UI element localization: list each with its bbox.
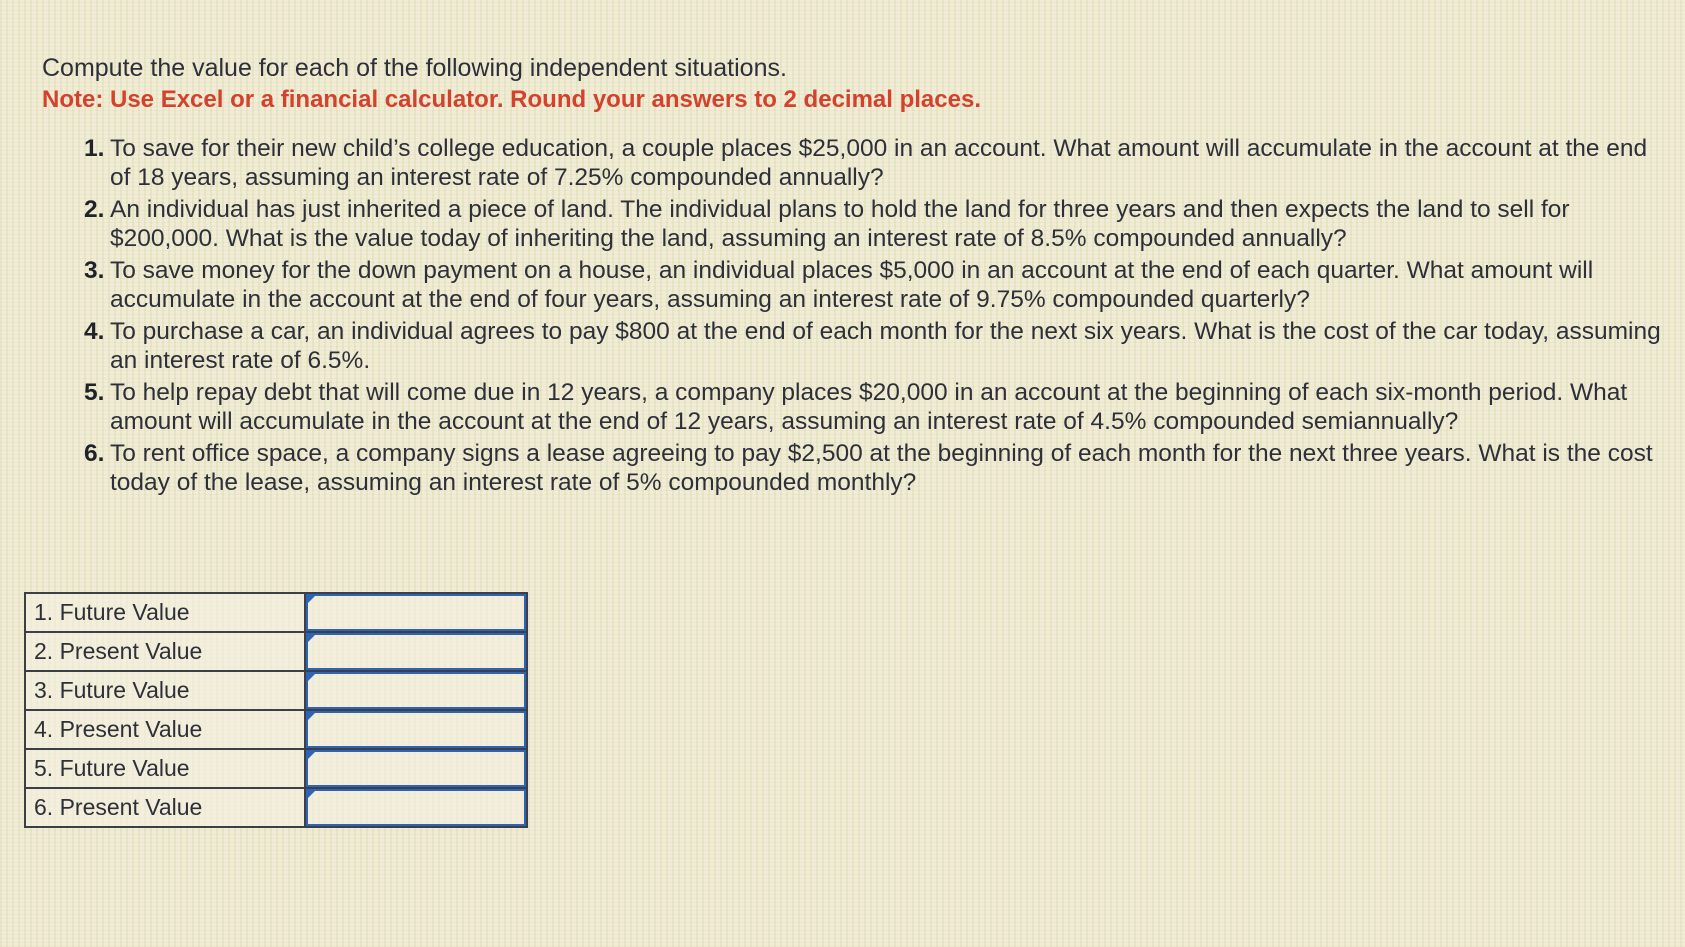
question-number: 6. (84, 440, 105, 467)
answer-row-3 (25, 671, 527, 710)
input-flag-icon (308, 713, 315, 720)
present-value-4-input[interactable] (306, 711, 526, 748)
question-text: To rent office space, a company signs a lease agreeing to pay $2,500 at the beginning of each month for the next three years. What is the cost today of the lease, assuming an interest rate of 5% compounded monthly? (110, 440, 1653, 496)
answer-label: 5. Future Value (25, 749, 305, 788)
question-item-6 (42, 439, 1662, 497)
future-value-5-input[interactable] (306, 750, 526, 787)
answer-label: 1. Future Value (25, 593, 305, 632)
question-number: 2. (84, 196, 105, 223)
answer-cell (305, 671, 527, 710)
answer-table (24, 592, 528, 828)
question-item-5 (42, 378, 1662, 436)
question-list (42, 134, 1662, 497)
input-flag-icon (308, 752, 315, 759)
question-item-3 (42, 256, 1662, 314)
question-item-2 (42, 195, 1662, 253)
rounding-note: Note: Use Excel or a financial calculator. Round your answers to 2 decimal places. (42, 86, 981, 113)
question-panel (42, 52, 1662, 500)
answer-label: 6. Present Value (25, 788, 305, 827)
question-text: To help repay debt that will come due in 12 years, a company places $20,000 in an account at the beginning of each six-month period. What amount will accumulate in the account at the end of 12 years, assuming an interest rate of 4.5% compounded semiannually? (110, 379, 1628, 435)
question-text: An individual has just inherited a piece of land. The individual plans to hold the land for three years and then expects the land to sell for $200,000. What is the value today of inheriting the land, assuming an interest rate of 8.5% compounded annually? (110, 196, 1570, 252)
answer-label: 2. Present Value (25, 632, 305, 671)
answer-cell (305, 788, 527, 827)
input-flag-icon (308, 635, 315, 642)
present-value-6-input[interactable] (306, 789, 526, 826)
input-flag-icon (308, 674, 315, 681)
answer-label: 3. Future Value (25, 671, 305, 710)
answer-row-1 (25, 593, 527, 632)
answer-cell (305, 749, 527, 788)
answer-cell (305, 632, 527, 671)
answer-row-2 (25, 632, 527, 671)
input-flag-icon (308, 791, 315, 798)
answer-row-5 (25, 749, 527, 788)
question-number: 4. (84, 318, 105, 345)
answer-cell (305, 710, 527, 749)
question-number: 1. (84, 135, 105, 162)
question-text: To save for their new child’s college education, a couple places $25,000 in an account. What amount will accumulate in the account at the end of 18 years, assuming an interest rate of 7.25% compounded annually? (110, 135, 1648, 191)
answer-label: 4. Present Value (25, 710, 305, 749)
question-text: To save money for the down payment on a house, an individual places $5,000 in an account at the end of each quarter. What amount will accumulate in the account at the end of four years, assuming an interest rate of 9.75% compounded quarterly? (110, 257, 1594, 313)
question-number: 3. (84, 257, 105, 284)
future-value-3-input[interactable] (306, 672, 526, 709)
input-flag-icon (308, 596, 315, 603)
present-value-2-input[interactable] (306, 633, 526, 670)
question-text: To purchase a car, an individual agrees to pay $800 at the end of each month for the next six years. What is the cost of the car today, assuming an interest rate of 6.5%. (110, 318, 1661, 374)
answer-cell (305, 593, 527, 632)
instructions-text: Compute the value for each of the following independent situations. (42, 54, 787, 82)
question-item-1 (42, 134, 1662, 192)
future-value-1-input[interactable] (306, 594, 526, 631)
question-item-4 (42, 317, 1662, 375)
answer-row-4 (25, 710, 527, 749)
answer-row-6 (25, 788, 527, 827)
question-number: 5. (84, 379, 105, 406)
